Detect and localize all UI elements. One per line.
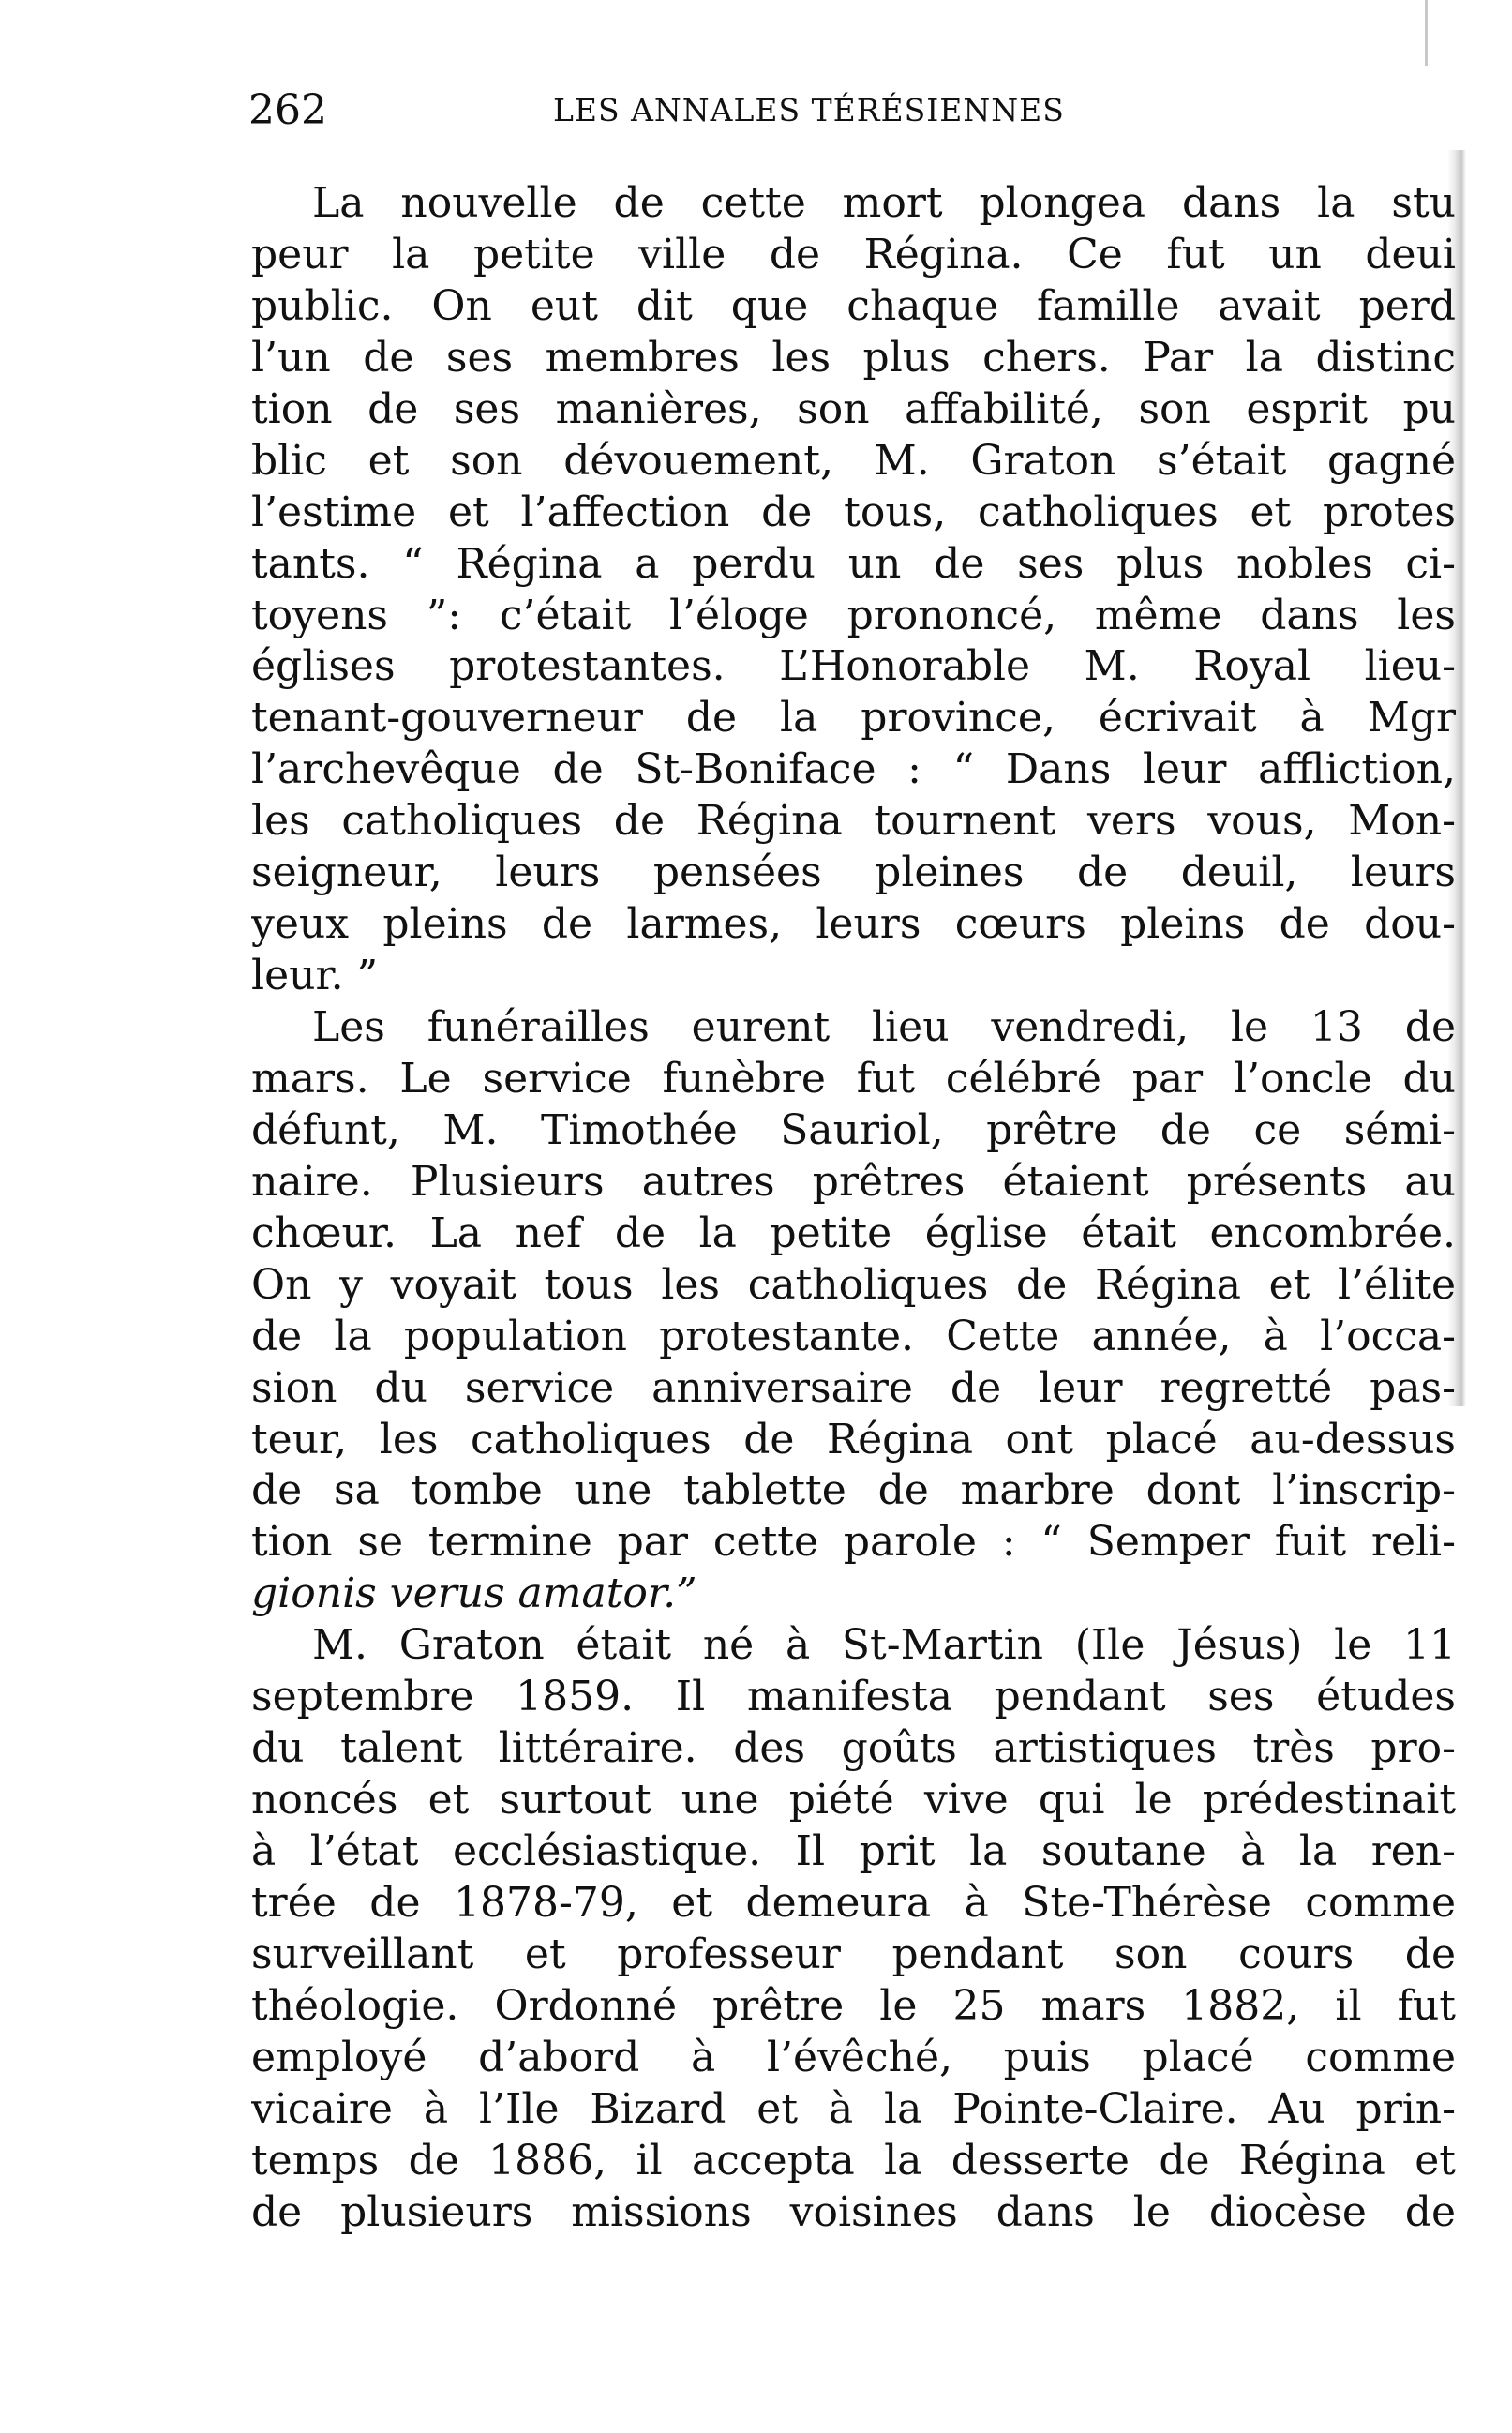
paragraph (251, 178, 1456, 1002)
text-line: du talent littéraire. des goûts artistiques très pro- (251, 1724, 1456, 1773)
running-title: LES ANNALES TÉRÉSIENNES (553, 92, 1065, 128)
text-line: leur. ” (251, 952, 379, 1000)
text-line: trée de 1878-79, et demeura à Ste-Thérèse comme (251, 1878, 1456, 1927)
text-line: toyens ”: c’était l’éloge prononcé, même dans les (251, 591, 1456, 639)
text-line: blic et son dévouement, M. Graton s’était gagné (251, 436, 1456, 485)
text-line: de la population protestante. Cette année, à l’occa- (251, 1312, 1456, 1360)
text-line: yeux pleins de larmes, leurs cœurs pleins de dou- (251, 900, 1456, 949)
text-line: teur, les catholiques de Régina ont placé au-dessus (251, 1415, 1456, 1464)
text-line: naire. Plusieurs autres prêtres étaient présents au (251, 1157, 1456, 1206)
text-line: surveillant et professeur pendant son cours de (251, 1930, 1456, 1978)
text-line: mars. Le service funèbre fut célébré par l’oncle du (251, 1054, 1456, 1103)
text-line: les catholiques de Régina tournent vers vous, Mon- (251, 797, 1456, 846)
page-number: 262 (248, 86, 327, 134)
text-line: tenant-gouverneur de la province, écrivait à Mgr (251, 694, 1456, 743)
text-line: La nouvelle de cette mort plongea dans la stu (312, 179, 1456, 227)
text-line: tion de ses manières, son affabilité, son esprit pu (251, 384, 1456, 433)
scan-artifact (1425, 0, 1428, 66)
text-line: noncés et surtout une piété vive qui le prédestinait (251, 1776, 1456, 1825)
page-header (248, 83, 1186, 139)
text-line: vicaire à l’Ile Bizard et à la Pointe-Claire. Au prin- (251, 2084, 1456, 2133)
paragraph (251, 1002, 1456, 1620)
text-line: M. Graton était né à St-Martin (Ile Jésus) le 11 (312, 1621, 1456, 1670)
text-line: de sa tombe une tablette de marbre dont l’inscrip- (251, 1466, 1456, 1515)
text-line: tants. “ Régina a perdu un de ses plus nobles ci- (251, 539, 1456, 588)
text-line: seigneur, leurs pensées pleines de deuil, leurs (251, 849, 1456, 897)
text-line: tion se termine par cette parole : “ Semper fuit reli- (251, 1518, 1456, 1567)
paragraph (251, 1620, 1456, 2238)
text-line: l’archevêque de St-Boniface : “ Dans leur affliction, (251, 745, 1456, 794)
text-line: gionis verus amator.” (251, 1569, 697, 1618)
body-text (251, 178, 1456, 2239)
text-line: théologie. Ordonné prêtre le 25 mars 1882, il fut (251, 1981, 1456, 2030)
text-line: à l’état ecclésiastique. Il prit la soutane à la ren- (251, 1827, 1456, 1875)
text-line: septembre 1859. Il manifesta pendant ses études (251, 1673, 1456, 1721)
text-line: employé d’abord à l’évêché, puis placé comme (251, 2033, 1456, 2081)
text-line: de plusieurs missions voisines dans le diocèse de (251, 2187, 1456, 2236)
text-line: chœur. La nef de la petite église était encombrée. (251, 1209, 1456, 1257)
text-line: l’estime et l’affection de tous, catholiques et protes (251, 488, 1456, 536)
text-line: On y voyait tous les catholiques de Régina et l’élite (251, 1260, 1456, 1309)
text-line: public. On eut dit que chaque famille avait perd (251, 281, 1456, 330)
text-line: sion du service anniversaire de leur regretté pas- (251, 1363, 1456, 1412)
text-line: temps de 1886, il accepta la desserte de Régina et (251, 2136, 1456, 2185)
text-line: peur la petite ville de Régina. Ce fut un deui (251, 230, 1456, 278)
text-line: églises protestantes. L’Honorable M. Royal lieu- (251, 642, 1456, 691)
text-line: l’un de ses membres les plus chers. Par la distinc (251, 333, 1456, 382)
text-line: défunt, M. Timothée Sauriol, prêtre de ce sémi- (251, 1105, 1456, 1154)
text-line: Les funérailles eurent lieu vendredi, le 13 de (312, 1003, 1456, 1051)
